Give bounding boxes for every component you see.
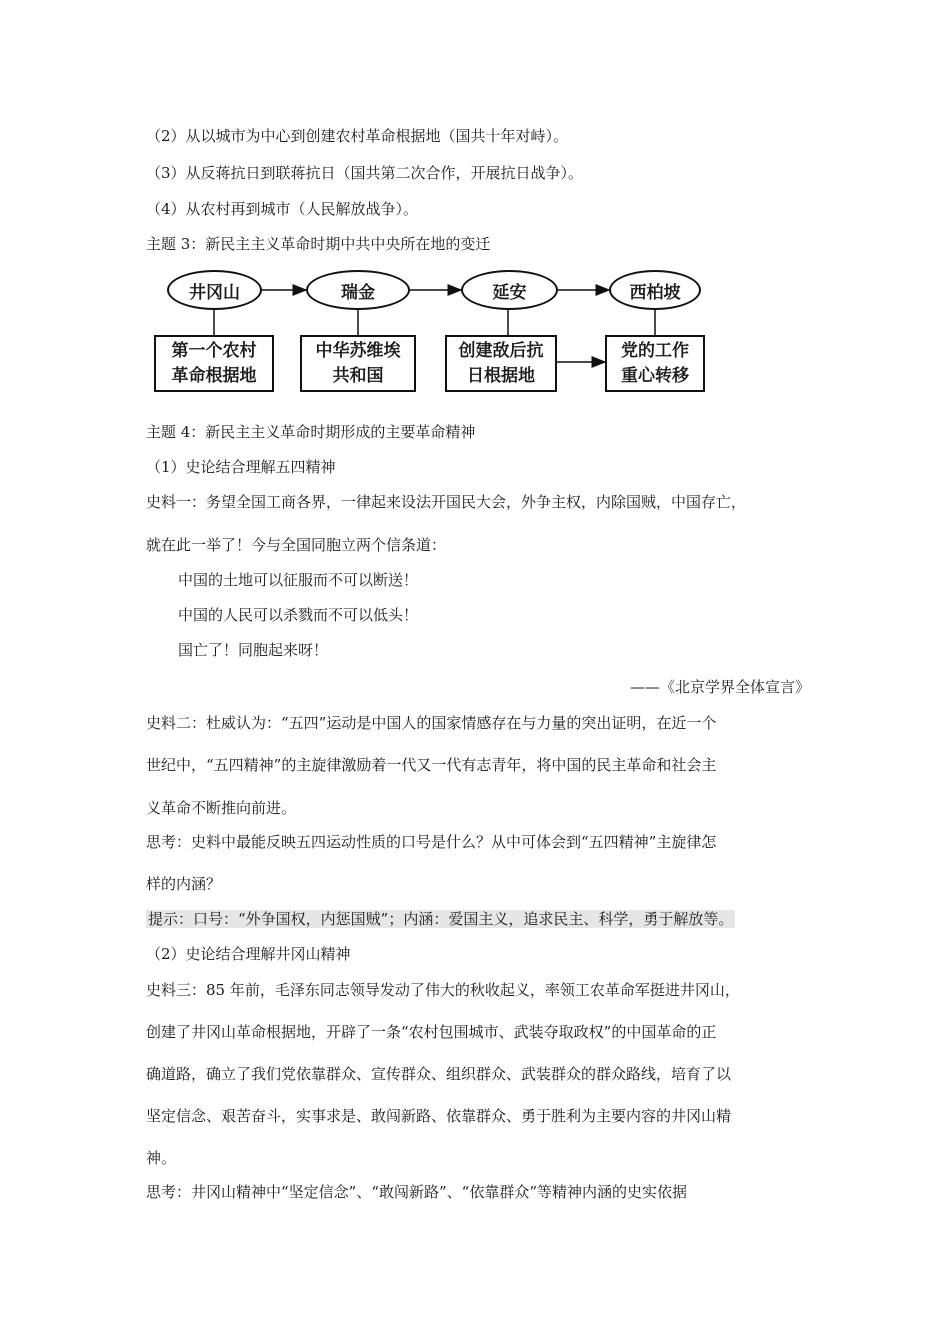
event-text: 日根据地 xyxy=(467,365,535,386)
place-ruijin: 瑞金 xyxy=(306,270,410,310)
event-box xyxy=(445,335,557,392)
event-text: 第一个农村 xyxy=(171,340,257,361)
hint-text: 提示：口号：“外争国权，内惩国贼”；内涵：爱国主义，追求民主、科学，勇于解放等。 xyxy=(148,910,734,928)
event-text: 重心转移 xyxy=(621,365,689,386)
paragraph-line: 史料一：务望全国工商各界，一律起来设法开国民大会，外争主权，内除国贼，中国存亡， xyxy=(146,493,747,511)
event-text: 党的工作 xyxy=(621,340,689,361)
event-text: 创建敌后抗 xyxy=(458,340,544,361)
hint-line xyxy=(146,909,735,929)
place-jinggangshan: 井冈山 xyxy=(167,270,262,310)
subheading: （2）史论结合理解井冈山精神 xyxy=(146,945,351,963)
event-box xyxy=(154,335,274,392)
paragraph-line: 坚定信念、艰苦奋斗，实事求是、敢闯新路、依靠群众、勇于胜利为主要内容的井冈山精 xyxy=(146,1107,732,1125)
event-box xyxy=(605,335,705,392)
event-text: 中华苏维埃 xyxy=(315,340,401,361)
paragraph-line: 确道路，确立了我们党依靠群众、宣传群众、组织群众、武装群众的群众路线，培育了以 xyxy=(146,1065,732,1083)
paragraph-line: 史料三：85 年前，毛泽东同志领导发动了伟大的秋收起义，率领工农革命军挺进井冈山， xyxy=(146,981,740,999)
place-yanan: 延安 xyxy=(461,270,558,310)
paragraph-line: 就在此一举了！今与全国同胞立两个信条道： xyxy=(146,536,447,554)
quote-line: 国亡了！同胞起来呀！ xyxy=(178,641,329,659)
paragraph-line: 神。 xyxy=(146,1149,177,1167)
paragraph-line: 世纪中，“五四精神”的主旋律激励着一代又一代有志青年，将中国的民主革命和社会主 xyxy=(146,756,717,774)
paragraph-line: 创建了井冈山革命根据地，开辟了一条“农村包围城市、武装夺取政权”的中国革命的正 xyxy=(146,1023,717,1041)
question-line: 思考：井冈山精神中“坚定信念”、“敢闯新路”、“依靠群众”等精神内涵的史实依据 xyxy=(146,1183,688,1201)
theme-3-heading: 主题 3：新民主主义革命时期中共中央所在地的变迁 xyxy=(146,235,491,253)
paragraph-line: （4）从农村再到城市（人民解放战争）。 xyxy=(146,200,419,218)
event-box xyxy=(300,335,416,392)
paragraph-line: （2）从以城市为中心到创建农村革命根据地（国共十年对峙）。 xyxy=(146,127,569,145)
quote-line: 中国的土地可以征服而不可以断送！ xyxy=(178,571,419,589)
place-xibaipo: 西柏坡 xyxy=(609,270,701,310)
quote-source: ——《北京学界全体宣言》 xyxy=(629,678,810,696)
paragraph-line: 义革命不断推向前进。 xyxy=(146,799,297,817)
quote-line: 中国的人民可以杀戮而不可以低头！ xyxy=(178,606,419,624)
event-text: 革命根据地 xyxy=(171,365,257,386)
question-line: 思考：史料中最能反映五四运动性质的口号是什么？从中可体会到“五四精神”主旋律怎 xyxy=(146,833,717,851)
paragraph-line: 史料二：杜威认为：“五四”运动是中国人的国家情感存在与力量的突出证明，在近一个 xyxy=(146,714,717,732)
theme-4-heading: 主题 4：新民主主义革命时期形成的主要革命精神 xyxy=(146,423,476,441)
paragraph-line: （3）从反蒋抗日到联蒋抗日（国共第二次合作，开展抗日战争）。 xyxy=(146,164,584,182)
subheading: （1）史论结合理解五四精神 xyxy=(146,458,336,476)
question-line: 样的内涵？ xyxy=(146,875,222,893)
event-text: 共和国 xyxy=(332,365,384,386)
